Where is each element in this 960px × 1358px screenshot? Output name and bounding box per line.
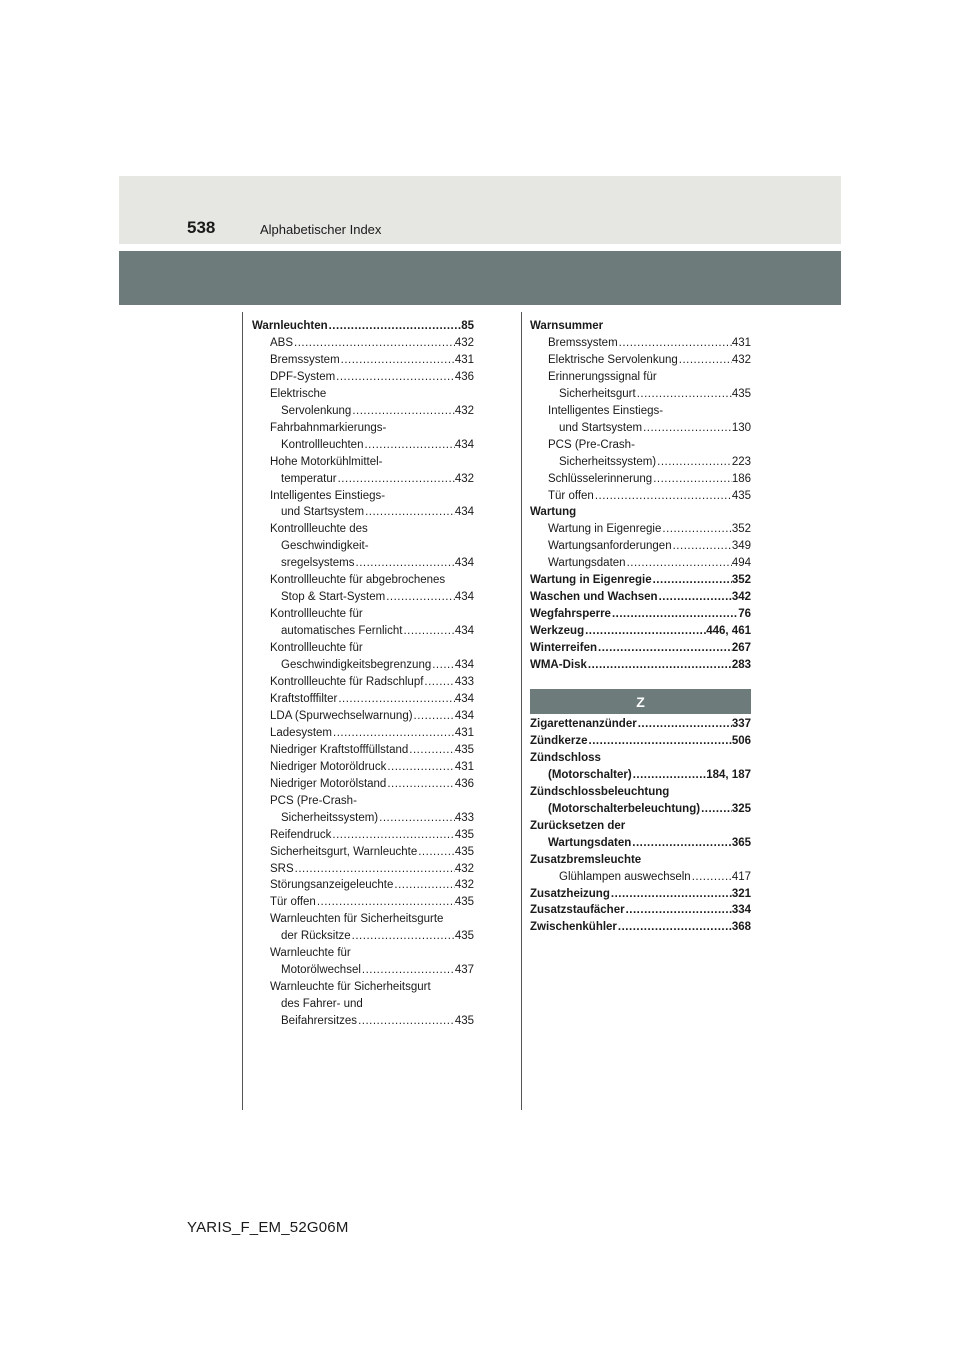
- index-entry-term: der Rücksitze: [281, 930, 351, 943]
- dot-leader: [357, 1013, 455, 1030]
- index-entry-term: PCS (Pre-Crash-: [270, 794, 357, 807]
- index-entry-page: 434: [454, 709, 474, 722]
- index-entry-term: Ladesystem: [270, 726, 333, 739]
- index-entry: [252, 894, 474, 911]
- index-entry-term: Wartung in Eigenregie: [530, 574, 652, 587]
- index-entry-term: und Startsystem: [281, 506, 365, 519]
- index-entry-term: Glühlampen auswechseln: [559, 870, 691, 883]
- index-entry: [252, 521, 474, 538]
- dot-leader: [652, 471, 732, 488]
- index-entry-page: 432: [454, 404, 474, 417]
- index-entry: [530, 420, 751, 437]
- index-column-z: [530, 716, 751, 936]
- index-entry-page: 434: [454, 506, 474, 519]
- dot-leader: [636, 386, 732, 403]
- index-entry-page: 432: [454, 336, 474, 349]
- column-divider-left: [242, 312, 243, 1110]
- index-entry-page: 435: [454, 828, 474, 841]
- index-entry-page: 431: [731, 336, 751, 349]
- index-entry-page: 352: [731, 574, 751, 587]
- index-entry-term: Intelligentes Einstiegs-: [548, 404, 664, 417]
- index-entry: [252, 708, 474, 725]
- index-entry-page: 506: [731, 734, 751, 747]
- index-entry-term: Waschen und Wachsen: [530, 591, 658, 604]
- index-entry: [530, 403, 751, 420]
- index-entry: [252, 861, 474, 878]
- index-entry: [530, 716, 751, 733]
- index-entry: [530, 733, 751, 750]
- index-entry: [252, 742, 474, 759]
- index-entry-term: Sicherheitsgurt, Warnleuchte: [270, 845, 418, 858]
- index-entry-term: Tür offen: [548, 489, 594, 502]
- dot-leader: [617, 919, 732, 936]
- index-entry-term: Kontrollleuchte für: [270, 608, 363, 621]
- index-entry-term: ABS: [270, 336, 294, 349]
- dot-leader: [385, 589, 455, 606]
- index-entry: [530, 784, 751, 801]
- index-entry-term: Tür offen: [270, 896, 316, 909]
- dot-leader: [700, 801, 732, 818]
- dot-leader: [656, 454, 732, 471]
- dot-leader: [610, 886, 732, 903]
- index-entry: [530, 555, 751, 572]
- index-entry: [530, 886, 751, 903]
- index-entry: [252, 504, 474, 521]
- dot-leader: [661, 521, 731, 538]
- index-entry-page: 184, 187: [706, 768, 751, 781]
- index-entry-term: Zündschloss: [530, 751, 601, 764]
- dot-leader: [393, 877, 454, 894]
- dot-leader: [351, 928, 455, 945]
- index-entry-page: 435: [454, 845, 474, 858]
- index-entry-term: temperatur: [281, 472, 337, 485]
- index-entry: [252, 471, 474, 488]
- dot-leader: [637, 716, 732, 733]
- index-entry-page: 321: [731, 887, 751, 900]
- index-entry-term: Kontrollleuchte für abgebrochenes: [270, 574, 446, 587]
- index-entry: [252, 776, 474, 793]
- index-entry-term: Warnleuchte für: [270, 947, 351, 960]
- index-entry: [252, 1013, 474, 1030]
- index-entry: [252, 606, 474, 623]
- index-entry-page: 446, 461: [706, 625, 751, 638]
- index-entry-term: Beifahrersitzes: [281, 1015, 358, 1028]
- index-entry: [252, 420, 474, 437]
- dot-leader: [386, 776, 454, 793]
- index-entry: [252, 979, 474, 996]
- index-entry: [252, 369, 474, 386]
- index-entry-term: des Fahrer- und: [281, 998, 363, 1011]
- index-entry: [252, 945, 474, 962]
- section-title: Alphabetischer Index: [260, 222, 382, 237]
- index-entry-page: 432: [454, 472, 474, 485]
- dot-leader: [293, 335, 455, 352]
- index-entry-term: DPF-System: [270, 370, 336, 383]
- index-entry-term: Wegfahrsperre: [530, 608, 611, 621]
- index-entry-term: Geschwindigkeitsbegrenzung: [281, 659, 432, 672]
- dot-leader: [642, 420, 732, 437]
- index-entry-page: 433: [454, 811, 474, 824]
- index-entry-term: Zigarettenanzünder: [530, 718, 637, 730]
- index-entry: [530, 454, 751, 471]
- index-entry-term: Wartungsanforderungen: [548, 540, 672, 553]
- index-entry-page: 437: [454, 964, 474, 977]
- index-entry-term: Niedriger Motorölstand: [270, 777, 387, 790]
- index-entry-term: Reifendruck: [270, 828, 332, 841]
- index-entry: [530, 919, 751, 936]
- index-entry: [252, 386, 474, 403]
- index-entry-term: Kontrollleuchten: [281, 438, 364, 451]
- dot-leader: [386, 759, 454, 776]
- index-entry-page: 365: [731, 836, 751, 849]
- dot-leader: [331, 827, 454, 844]
- dot-leader: [316, 894, 455, 911]
- index-entry-page: 223: [731, 455, 751, 468]
- dot-leader: [626, 555, 732, 572]
- dot-leader: [691, 869, 732, 886]
- dot-leader: [587, 657, 732, 674]
- index-entry: [252, 810, 474, 827]
- index-entry: [530, 538, 751, 555]
- dot-leader: [631, 835, 732, 852]
- section-letter-z: Z: [530, 689, 751, 714]
- dot-leader: [584, 623, 706, 640]
- index-entry: [530, 801, 751, 818]
- index-entry-term: SRS: [270, 862, 294, 875]
- index-entry-page: 76: [738, 608, 751, 621]
- index-entry-page: 434: [454, 692, 474, 705]
- dot-leader: [597, 640, 732, 657]
- index-entry-term: Warnleuchten für Sicherheitsgurte: [270, 913, 444, 926]
- dot-leader: [351, 403, 454, 420]
- dot-leader: [337, 691, 454, 708]
- dot-leader: [294, 861, 455, 878]
- index-entry: [252, 793, 474, 810]
- index-entry-term: Sicherheitsgurt: [559, 387, 636, 400]
- index-entry-term: Stop & Start-System: [281, 591, 386, 604]
- dot-leader: [363, 437, 454, 454]
- dot-leader: [658, 589, 732, 606]
- dot-leader: [361, 962, 455, 979]
- dot-leader: [402, 623, 454, 640]
- index-entry-term: Sicherheitssystem): [559, 455, 657, 468]
- index-entry: [252, 827, 474, 844]
- index-column-left: [252, 318, 474, 1030]
- index-entry-page: 431: [454, 726, 474, 739]
- index-entry-page: 435: [454, 896, 474, 909]
- index-entry: [252, 572, 474, 589]
- index-entry: [530, 818, 751, 835]
- index-entry-term: Geschwindigkeit-: [281, 540, 369, 553]
- dot-leader: [337, 471, 455, 488]
- dot-leader: [328, 318, 462, 335]
- index-entry: [530, 750, 751, 767]
- index-entry: [530, 369, 751, 386]
- index-entry-page: 494: [731, 557, 751, 570]
- index-entry-term: Wartungsdaten: [548, 557, 626, 570]
- index-entry: [252, 538, 474, 555]
- index-entry-term: Intelligentes Einstiegs-: [270, 489, 386, 502]
- index-entry: [252, 403, 474, 420]
- index-entry-term: automatisches Fernlicht: [281, 625, 403, 638]
- index-entry-page: 434: [454, 625, 474, 638]
- index-entry: [530, 835, 751, 852]
- dot-leader: [335, 369, 455, 386]
- index-entry: [530, 902, 751, 919]
- index-entry: [530, 623, 751, 640]
- index-entry-page: 432: [454, 862, 474, 875]
- index-entry-page: 434: [454, 557, 474, 570]
- index-entry-page: 337: [731, 718, 751, 730]
- index-entry-term: Kraftstofffilter: [270, 692, 338, 705]
- dot-leader: [378, 810, 455, 827]
- index-entry-term: Störungsanzeigeleuchte: [270, 879, 394, 892]
- index-entry-page: 349: [731, 540, 751, 553]
- dot-leader: [340, 352, 455, 369]
- index-entry: [252, 640, 474, 657]
- index-entry: [530, 386, 751, 403]
- index-entry-term: Niedriger Motoröldruck: [270, 760, 387, 773]
- index-entry-term: Elektrische Servolenkung: [548, 353, 678, 366]
- dot-leader: [423, 674, 454, 691]
- index-entry-term: Zündkerze: [530, 734, 588, 747]
- index-entry: [530, 606, 751, 623]
- dot-leader: [632, 767, 707, 784]
- index-entry-term: Warnleuchten: [252, 320, 328, 332]
- index-entry-page: 432: [454, 879, 474, 892]
- index-entry-term: (Motorschalter): [548, 768, 632, 781]
- index-entry-term: Kontrollleuchte für: [270, 642, 363, 655]
- index-entry: [252, 911, 474, 928]
- index-entry-term: Zusatzbremsleuchte: [530, 853, 642, 866]
- index-entry-page: 342: [731, 591, 751, 604]
- index-entry-page: 186: [731, 472, 751, 485]
- index-entry-page: 435: [731, 489, 751, 502]
- index-entry-page: 435: [454, 743, 474, 756]
- index-entry-term: Motorölwechsel: [281, 964, 361, 977]
- index-entry: [530, 657, 751, 674]
- index-entry-term: Wartung in Eigenregie: [548, 523, 662, 536]
- index-entry-term: Winterreifen: [530, 642, 597, 655]
- index-entry: [530, 335, 751, 352]
- index-entry-page: 436: [454, 370, 474, 383]
- index-entry-term: Warnleuchte für Sicherheitsgurt: [270, 981, 431, 994]
- index-entry-term: Elektrische: [270, 387, 327, 400]
- index-entry-page: 435: [454, 1015, 474, 1028]
- dot-leader: [413, 708, 455, 725]
- index-entry: [252, 996, 474, 1013]
- dot-leader: [408, 742, 455, 759]
- dot-leader: [332, 725, 455, 742]
- index-entry: [530, 767, 751, 784]
- index-entry: [252, 555, 474, 572]
- index-entry: [252, 488, 474, 505]
- dot-leader: [355, 555, 455, 572]
- index-entry: [252, 674, 474, 691]
- document-code: YARIS_F_EM_52G06M: [187, 1219, 349, 1236]
- index-entry-page: 434: [454, 659, 474, 672]
- index-entry: [252, 623, 474, 640]
- dot-leader: [431, 657, 455, 674]
- title-bar: [119, 251, 841, 305]
- index-entry: [252, 657, 474, 674]
- index-entry: [530, 318, 751, 335]
- index-entry-term: Bremssystem: [548, 336, 618, 349]
- index-entry: [530, 504, 751, 521]
- index-entry-term: Niedriger Kraftstofffüllstand: [270, 743, 409, 756]
- index-entry: [530, 640, 751, 657]
- index-entry-page: 417: [731, 870, 751, 883]
- index-entry-term: LDA (Spurwechselwarnung): [270, 709, 413, 722]
- dot-leader: [588, 733, 732, 750]
- index-entry-term: Kontrollleuchte des: [270, 523, 368, 536]
- index-entry: [530, 589, 751, 606]
- index-entry-term: Zündschlossbeleuchtung: [530, 785, 670, 798]
- index-entry-term: Kontrollleuchte für Radschlupf: [270, 676, 424, 689]
- index-column-right: [530, 318, 751, 674]
- index-entry-term: Zwischenkühler: [530, 921, 617, 934]
- index-entry-term: Hohe Motorkühlmittel-: [270, 455, 383, 468]
- index-entry: [252, 725, 474, 742]
- index-entry-page: 434: [454, 438, 474, 451]
- index-entry-term: Servolenkung: [281, 404, 352, 417]
- index-entry-term: PCS (Pre-Crash-: [548, 438, 635, 451]
- dot-leader: [625, 902, 732, 919]
- column-divider-middle: [521, 312, 522, 1110]
- index-entry-page: 130: [731, 421, 751, 434]
- index-entry: [252, 844, 474, 861]
- dot-leader: [611, 606, 738, 623]
- index-entry-term: Erinnerungssignal für: [548, 370, 657, 383]
- index-entry-page: 436: [454, 777, 474, 790]
- dot-leader: [594, 488, 732, 505]
- index-entry-term: Warnsummer: [530, 320, 604, 332]
- index-entry-term: Sicherheitssystem): [281, 811, 379, 824]
- index-entry-page: 431: [454, 353, 474, 366]
- index-entry: [252, 962, 474, 979]
- index-entry-page: 352: [731, 523, 751, 536]
- index-entry-page: 433: [454, 676, 474, 689]
- index-entry-page: 267: [731, 642, 751, 655]
- index-entry-term: Bremssystem: [270, 353, 340, 366]
- index-entry-term: Fahrbahnmarkierungs-: [270, 421, 387, 434]
- index-entry: [530, 572, 751, 589]
- header-band: [119, 176, 841, 244]
- index-entry: [252, 454, 474, 471]
- dot-leader: [618, 335, 732, 352]
- index-entry-term: Schlüsselerinnerung: [548, 472, 653, 485]
- index-entry-term: Zusatzheizung: [530, 887, 610, 900]
- index-entry-page: 435: [731, 387, 751, 400]
- index-entry: [252, 759, 474, 776]
- dot-leader: [364, 504, 455, 521]
- index-entry: [530, 352, 751, 369]
- index-entry-page: 432: [731, 353, 751, 366]
- index-entry: [252, 691, 474, 708]
- dot-leader: [417, 844, 455, 861]
- index-entry: [252, 335, 474, 352]
- index-entry-page: 325: [731, 802, 751, 815]
- index-entry-term: Zurücksetzen der: [530, 819, 626, 832]
- index-entry: [530, 869, 751, 886]
- index-entry-page: 85: [461, 320, 474, 332]
- index-entry-term: (Motorschalterbeleuchtung): [548, 802, 701, 815]
- index-entry-term: Zusatzstaufächer: [530, 904, 625, 917]
- index-entry: [530, 437, 751, 454]
- index-entry: [530, 471, 751, 488]
- index-entry: [252, 352, 474, 369]
- dot-leader: [652, 572, 732, 589]
- index-entry: [530, 852, 751, 869]
- index-entry-page: 368: [731, 921, 751, 934]
- index-entry-term: Wartung: [530, 506, 577, 519]
- index-entry-page: 434: [454, 591, 474, 604]
- index-entry: [252, 437, 474, 454]
- dot-leader: [678, 352, 732, 369]
- index-entry: [530, 521, 751, 538]
- dot-leader: [672, 538, 732, 555]
- index-entry-term: Werkzeug: [530, 625, 585, 638]
- index-entry-term: sregelsystems: [281, 557, 355, 570]
- page-number: 538: [187, 218, 216, 237]
- index-entry-term: und Startsystem: [559, 421, 643, 434]
- index-entry: [252, 318, 474, 335]
- index-entry: [252, 928, 474, 945]
- index-entry: [530, 488, 751, 505]
- index-entry: [252, 877, 474, 894]
- index-entry-page: 283: [731, 659, 751, 672]
- index-entry: [252, 589, 474, 606]
- index-entry-term: WMA-Disk: [530, 659, 587, 672]
- index-entry-page: 435: [454, 930, 474, 943]
- index-entry-term: Wartungsdaten: [548, 836, 632, 849]
- index-entry-page: 334: [731, 904, 751, 917]
- index-entry-page: 431: [454, 760, 474, 773]
